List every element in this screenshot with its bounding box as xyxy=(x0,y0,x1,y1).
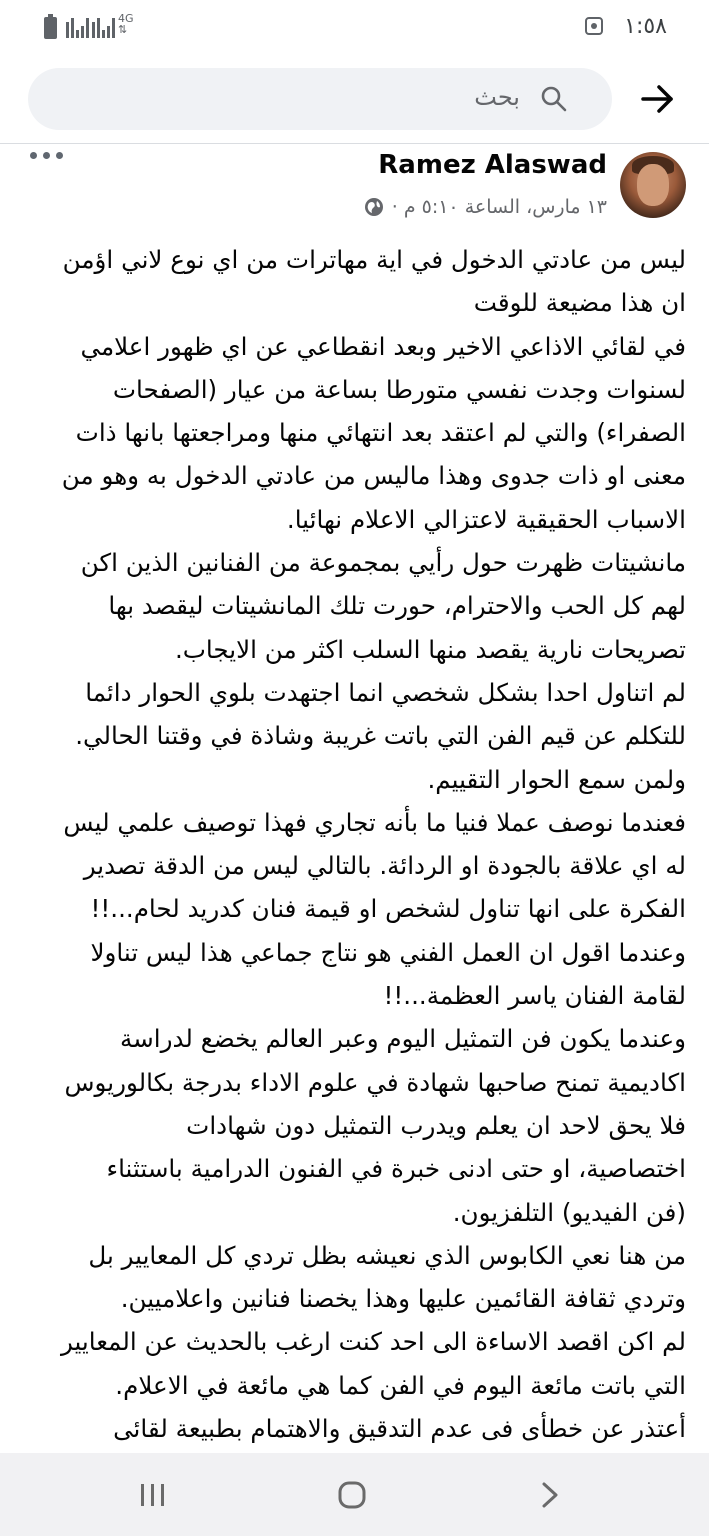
post-text-line: في لقائي الاذاعي الاخير وبعد انقطاعي عن اي ظهور اعلامي xyxy=(80,331,686,361)
post-text-line: وتردي ثقافة القائمين عليها وهذا يخصنا فنانين واعلاميين. xyxy=(120,1284,686,1314)
home-icon xyxy=(337,1480,367,1510)
post-text-line: لسنوات وجدت نفسي متورطا بساعة من عيار (الصفحات xyxy=(112,374,686,404)
post-text-line: لم اتناول احدا بشكل شخصي انما اجتهدت بلوي الحوار دائما xyxy=(85,677,686,707)
search-icon xyxy=(540,85,568,113)
post-text-line: ليس من عادتي الدخول في اية مهاترات من اي نوع لاني اؤمن xyxy=(62,245,686,274)
post-text-line: وعندما اقول ان العمل الفني هو نتاج جماعي هذا ليس تناولا xyxy=(90,937,686,967)
post-text-line: اختصاصية، او حتى ادنى خبرة في الفنون الدرامية باستثناء xyxy=(106,1154,686,1184)
post-text-line: (فن الفيديو) التلفزيون. xyxy=(452,1197,686,1227)
screen-record-icon xyxy=(585,17,603,35)
post-text-line: تصريحات نارية يقصد منها السلب اكثر من الايجاب. xyxy=(174,634,686,664)
avatar[interactable] xyxy=(620,152,686,218)
post-text-line: مانشيتات ظهرت حول رأيي بمجموعة من الفنانين الذين اكن xyxy=(80,548,686,578)
post-meta xyxy=(364,196,607,218)
post-text-line: ولمن سمع الحوار التقييم. xyxy=(427,764,686,794)
globe-icon xyxy=(364,197,384,217)
post-text-line: فعندما نوصف عملا فنيا ما بأنه تجاري فهذا توصيف علمي ليس xyxy=(63,807,686,837)
post-text xyxy=(20,238,686,1450)
post-text-line: الصفراء) والتي لم اعتقد بعد انتهائي منها ومراجعتها بانها ذات xyxy=(75,418,686,448)
post-text-line: وعندما يكون فن التمثيل اليوم وعبر العالم يخضع لدراسة xyxy=(119,1024,686,1054)
more-options-icon[interactable] xyxy=(30,152,63,159)
post-text-line: اكاديمية تمنح صاحبها شهادة في علوم الاداء بدرجة بكالوريوس xyxy=(64,1067,686,1097)
post-text-line: فلا يحق لاحد ان يعلم ويدرب التمثيل دون شهادات xyxy=(186,1110,686,1140)
header-divider xyxy=(0,143,709,144)
signal-icon xyxy=(92,18,115,38)
post-author[interactable]: Ramez Alaswad xyxy=(378,150,607,180)
network-indicator xyxy=(118,13,134,35)
signal-icon xyxy=(66,18,89,38)
recent-apps-button[interactable] xyxy=(113,1453,193,1536)
post-text-line: ان هذا مضيعة للوقت xyxy=(473,288,686,318)
post-text-line: الفكرة على انها تناول لشخص او قيمة فنان كدريد لحام...!! xyxy=(90,894,686,924)
data-arrows-icon: ⇅ xyxy=(118,23,128,36)
home-button[interactable] xyxy=(312,1453,392,1536)
status-time: ١:٥٨ xyxy=(624,14,667,39)
post-text-line: لهم كل الحب والاحترام، حورت تلك المانشيتات ليقصد بها xyxy=(108,591,686,621)
search-placeholder: بحث xyxy=(474,83,520,111)
back-chevron-icon xyxy=(540,1481,560,1509)
arrow-right-icon[interactable] xyxy=(640,82,676,116)
network-type: 4G xyxy=(118,12,134,25)
battery-icon xyxy=(44,17,57,39)
post-text-line: له اي علاقة بالجودة او الردائة. بالتالي ليس من الدقة تصدير xyxy=(83,851,686,881)
post-text-line: التي باتت مائعة اليوم في الفن كما هي مائعة في الاعلام. xyxy=(115,1370,686,1400)
system-nav-bar xyxy=(0,1453,709,1536)
post-text-line: من هنا نعي الكابوس الذي نعيشه بظل تردي كل المعايير بل xyxy=(88,1240,686,1270)
post-text-line: أعتذر عن خطأى فى عدم التدقيق والاهتمام بطبيعة لقائى xyxy=(113,1414,686,1444)
post-text-line: معنى او ذات جدوى وهذا ماليس من عادتي الدخول به وهو من xyxy=(61,461,686,491)
back-button[interactable] xyxy=(510,1453,590,1536)
status-bar xyxy=(0,0,709,56)
search-bar[interactable] xyxy=(28,68,612,130)
post-text-line: لم اكن اقصد الاساءة الى احد كنت ارغب بالحديث عن المعايير xyxy=(60,1327,686,1357)
recent-apps-icon xyxy=(138,1482,168,1508)
post-timestamp[interactable]: ١٣ مارس، الساعة ٥:١٠ م · xyxy=(391,196,607,218)
post-text-line: الاسباب الحقيقية لاعتزالي الاعلام نهائيا. xyxy=(286,504,686,534)
post-text-line: للتكلم عن قيم الفن التي باتت غريبة وشاذة في وقتنا الحالي. xyxy=(75,721,686,751)
post-text-line: لقامة الفنان ياسر العظمة...!! xyxy=(383,981,686,1011)
